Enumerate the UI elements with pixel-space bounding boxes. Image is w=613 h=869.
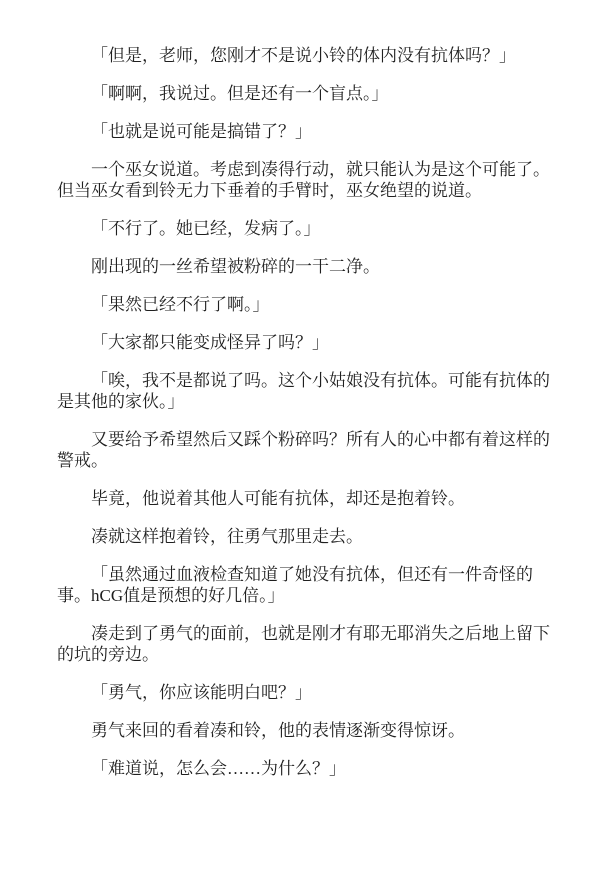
paragraph: 「唉，我不是都说了吗。这个小姑娘没有抗体。可能有抗体的是其他的家伙。」 [57,371,550,411]
paragraph: 「勇气，你应该能明白吧？」 [91,683,312,702]
paragraph: 「大家都只能变成怪异了吗？」 [91,333,329,352]
paragraph: 「虽然通过血液检查知道了她没有抗体，但还有一件奇怪的事。hCG值是预想的好几倍。」 [57,565,533,605]
paragraph: 凑走到了勇气的面前，也就是刚才有耶无耶消失之后地上留下的坑的旁边。 [57,624,550,664]
paragraph: 「难道说，怎么会……为什么？」 [91,759,346,778]
paragraph: 毕竟，他说着其他人可能有抗体，却还是抱着铃。 [91,489,465,508]
paragraph: 勇气来回的看着凑和铃，他的表情逐渐变得惊讶。 [91,721,465,740]
paragraph: 又要给予希望然后又踩个粉碎吗？所有人的心中都有着这样的警戒。 [57,430,550,470]
paragraph: 「不行了。她已经，发病了。」 [91,219,321,238]
paragraph: 「但是，老师，您刚才不是说小铃的体内没有抗体吗？」 [91,46,516,65]
paragraph: 凑就这样抱着铃，往勇气那里走去。 [91,527,363,546]
paragraph: 「啊啊，我说过。但是还有一个盲点。」 [91,84,389,103]
paragraph: 一个巫女说道。考虑到凑得行动，就只能认为是这个可能了。但当巫女看到铃无力下垂着的手臂时，巫女绝望的说道。 [57,160,550,200]
paragraph: 刚出现的一丝希望被粉碎的一干二净。 [91,257,380,276]
paragraph: 「也就是说可能是搞错了？」 [91,122,312,141]
paragraph: 「果然已经不行了啊。」 [91,295,270,314]
